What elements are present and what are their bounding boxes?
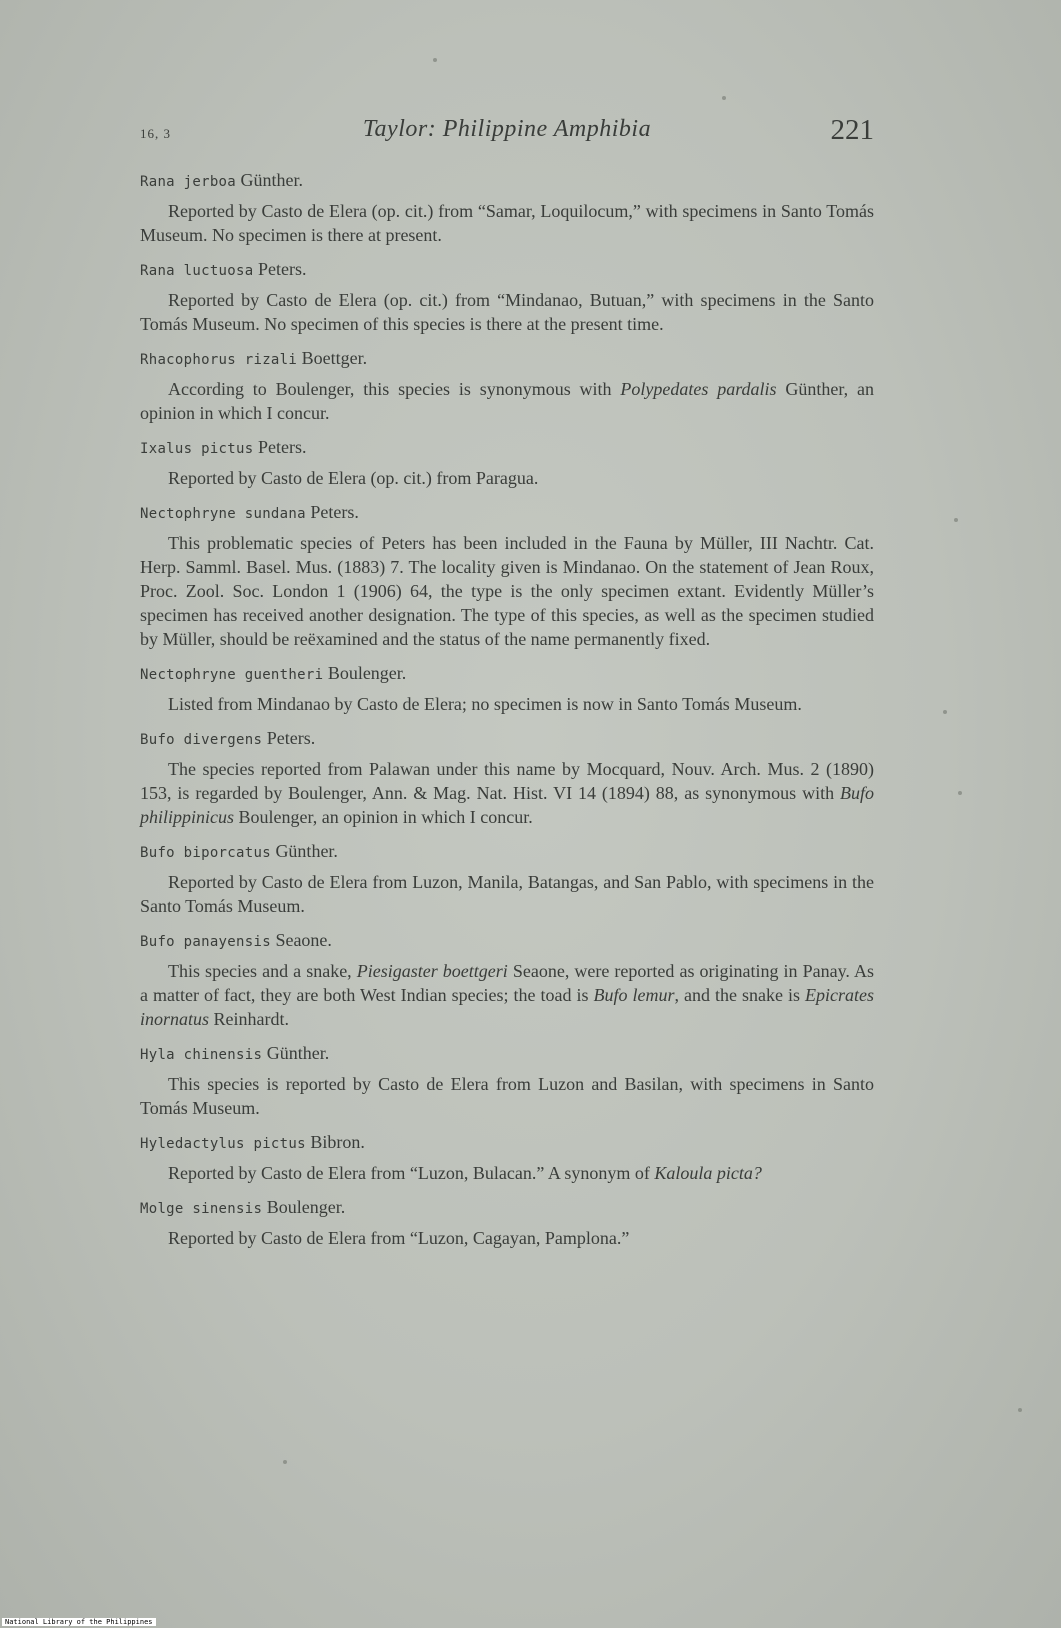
species-author: Peters. <box>266 728 316 748</box>
species-heading <box>140 1195 874 1221</box>
entry-text: Reported by Casto de Elera (op. cit.) from “Mindanao, Butuan,” with specimens in the Santo Tomás Museum. No specimen of this species is there at the present time. <box>140 290 874 334</box>
italic-taxon: Bufo lemur <box>593 985 675 1005</box>
species-name: Hyledactylus pictus <box>140 1136 306 1152</box>
species-author: Peters. <box>257 437 307 457</box>
species-author: Peters. <box>257 259 307 279</box>
species-name: Rana luctuosa <box>140 263 254 279</box>
scan-speck <box>722 96 726 100</box>
species-entry <box>140 346 874 425</box>
scan-speck <box>954 518 958 522</box>
text-run: This species and a snake, <box>168 961 357 981</box>
species-entry <box>140 661 874 716</box>
species-heading <box>140 346 874 372</box>
species-heading <box>140 1130 874 1156</box>
scan-speck <box>283 1460 287 1464</box>
species-heading <box>140 500 874 526</box>
species-heading <box>140 1041 874 1067</box>
species-entry <box>140 435 874 490</box>
text-run: Boulenger, an opinion in which I concur. <box>234 807 533 827</box>
species-heading <box>140 839 874 865</box>
entry-text: Listed from Mindanao by Casto de Elera; no specimen is now in Santo Tomás Museum. <box>168 694 802 714</box>
italic-taxon: Kaloula picta? <box>654 1163 762 1183</box>
entry-text: Reported by Casto de Elera (op. cit.) from “Samar, Loquilocum,” with specimens in Santo Tomás Museum. No specimen is there at present. <box>140 201 874 245</box>
text-run: The species reported from Palawan under this name by Mocquard, Nouv. Arch. Mus. 2 (1890) 153, is regarded by Boulenger, Ann. & Mag. Nat. Hist. VI 14 (1894) 88, as synonymous with <box>140 759 874 803</box>
italic-taxon: Epicrates inornatus <box>140 985 875 1029</box>
species-heading <box>140 726 874 752</box>
species-heading <box>140 257 874 283</box>
text-run: Reinhardt. <box>209 1009 289 1029</box>
running-title: Taylor: Philippine Amphibia <box>362 116 652 142</box>
species-name: Bufo divergens <box>140 732 263 748</box>
species-author: Günther. <box>240 170 304 190</box>
entry-text <box>140 757 874 829</box>
text-run: Seaone, were reported as originating in Panay. As a matter of fact, they are both West Indian species; the toad is <box>140 961 875 1005</box>
species-name: Bufo panayensis <box>140 934 271 950</box>
text-run: Reported by Casto de Elera from “Luzon, Bulacan.” A synonym of <box>168 1163 655 1183</box>
entry-text: This species is reported by Casto de Elera from Luzon and Basilan, with specimens in Santo Tomás Museum. <box>140 1074 874 1118</box>
page-body <box>140 168 874 1260</box>
page-header <box>140 114 874 154</box>
italic-taxon: Polypedates pardalis <box>620 379 777 399</box>
species-author: Boulenger. <box>327 663 407 683</box>
species-author: Peters. <box>310 502 359 522</box>
entry-text: This problematic species of Peters has been included in the Fauna by Müller, III Nachtr. Cat. Herp. Samml. Basel. Mus. (1883) 7. The locality given is Mindanao. On the statement of Jean Roux, Proc. Zool. Soc. London 1 (1906) 64, the type is the only specimen extant. Evidently Müller’s specimen has received another designation. The type of this species, as well as the specimen studied by Müller, should be reëxamined and the status of the name permanently fixed. <box>140 533 874 649</box>
species-entry <box>140 726 874 829</box>
species-entry <box>140 1195 874 1250</box>
species-name: Rhacophorus rizali <box>140 352 298 368</box>
species-name: Molge sinensis <box>140 1201 263 1217</box>
species-entry <box>140 1130 874 1185</box>
entry-text <box>140 1161 874 1185</box>
entry-text <box>140 959 874 1031</box>
species-name: Nectophryne guentheri <box>140 667 324 683</box>
volume-number: 16, 3 <box>140 126 171 141</box>
entry-text: Reported by Casto de Elera (op. cit.) from Paragua. <box>168 468 539 488</box>
species-name: Hyla chinensis <box>140 1047 263 1063</box>
species-author: Günther. <box>266 1043 330 1063</box>
text-run: , and the snake is <box>674 985 806 1005</box>
text-run: Günther, an opinion in which I concur. <box>140 379 874 423</box>
species-heading <box>140 435 874 461</box>
species-author: Seaone. <box>275 930 332 950</box>
scan-speck <box>958 791 962 795</box>
entry-text: Reported by Casto de Elera from Luzon, Manila, Batangas, and San Pablo, with specimens in the Santo Tomás Museum. <box>140 872 874 916</box>
scan-speck <box>433 58 437 62</box>
page-number: 221 <box>830 114 874 146</box>
scan-speck <box>1018 1408 1022 1412</box>
species-name: Ixalus pictus <box>140 441 254 457</box>
italic-taxon: Bufo philippinicus <box>140 783 874 827</box>
species-name: Rana jerboa <box>140 174 237 190</box>
species-author: Bibron. <box>310 1132 365 1152</box>
species-name: Nectophryne sundana <box>140 506 306 522</box>
entry-text <box>140 377 874 425</box>
species-heading <box>140 928 874 954</box>
species-heading <box>140 168 874 194</box>
species-entry <box>140 257 874 336</box>
species-author: Günther. <box>275 841 338 861</box>
entry-text: Reported by Casto de Elera from “Luzon, Cagayan, Pamplona.” <box>168 1228 630 1248</box>
species-name: Bufo biporcatus <box>140 845 271 861</box>
italic-taxon: Piesigaster boettgeri <box>356 961 508 981</box>
species-heading <box>140 661 874 687</box>
species-entry <box>140 928 874 1031</box>
species-author: Boulenger. <box>266 1197 346 1217</box>
text-run: According to Boulenger, this species is synonymous with <box>168 379 621 399</box>
species-entry <box>140 168 874 247</box>
species-entry <box>140 1041 874 1120</box>
species-entry <box>140 500 874 651</box>
scan-credit: National Library of the Philippines <box>2 1618 156 1626</box>
species-entry <box>140 839 874 918</box>
scan-speck <box>943 710 947 714</box>
species-author: Boettger. <box>301 348 368 368</box>
